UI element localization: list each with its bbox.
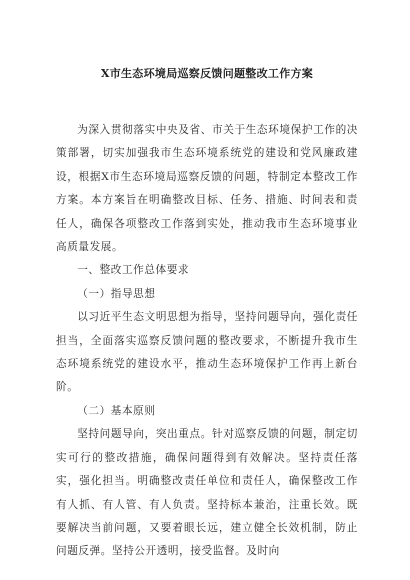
document-title: X市生态环境局巡察反馈问题整改工作方案 [100, 67, 314, 80]
document-body [56, 119, 358, 564]
section-heading-overall-requirements: 一、整改工作总体要求 [77, 264, 190, 277]
subsection-heading-guiding-ideology: （一）指导思想 [77, 287, 156, 300]
subsection-heading-basic-principles: （二）基本原则 [77, 404, 156, 417]
intro-paragraph: 为深入贯彻落实中央及省、市关于生态环境保护工作的决策部署，切实加强我市生态环境系统党的建设和党风廉政建设，根据X市生态环境局巡察反馈的问题，特制定本整改工作方案。本方案旨在明确整改目标、任务、措施、时间表和责任人，确保各项整改工作落到实处，推动我市生态环境事业高质量发展。 [56, 124, 358, 254]
guiding-ideology-paragraph: 以习近平生态文明思想为指导，坚持问题导向，强化责任担当，全面落实巡察反馈问题的整改要求，不断提升我市生态环境系统党的建设水平，推动生态环境保护工作再上新台阶。 [56, 311, 358, 394]
basic-principles-paragraph: 坚持问题导向，突出重点。针对巡察反馈的问题，制定切实可行的整改措施，确保问题得到有效解决。坚持责任落实，强化担当。明确整改责任单位和责任人，确保整改工作有人抓、有人管、有人负责。坚持标本兼治，注重长效。既要解决当前问题，又要着眼长远，建立健全长效机制，防止问题反弹。坚持公开透明，接受监督。及时向 [56, 428, 358, 558]
